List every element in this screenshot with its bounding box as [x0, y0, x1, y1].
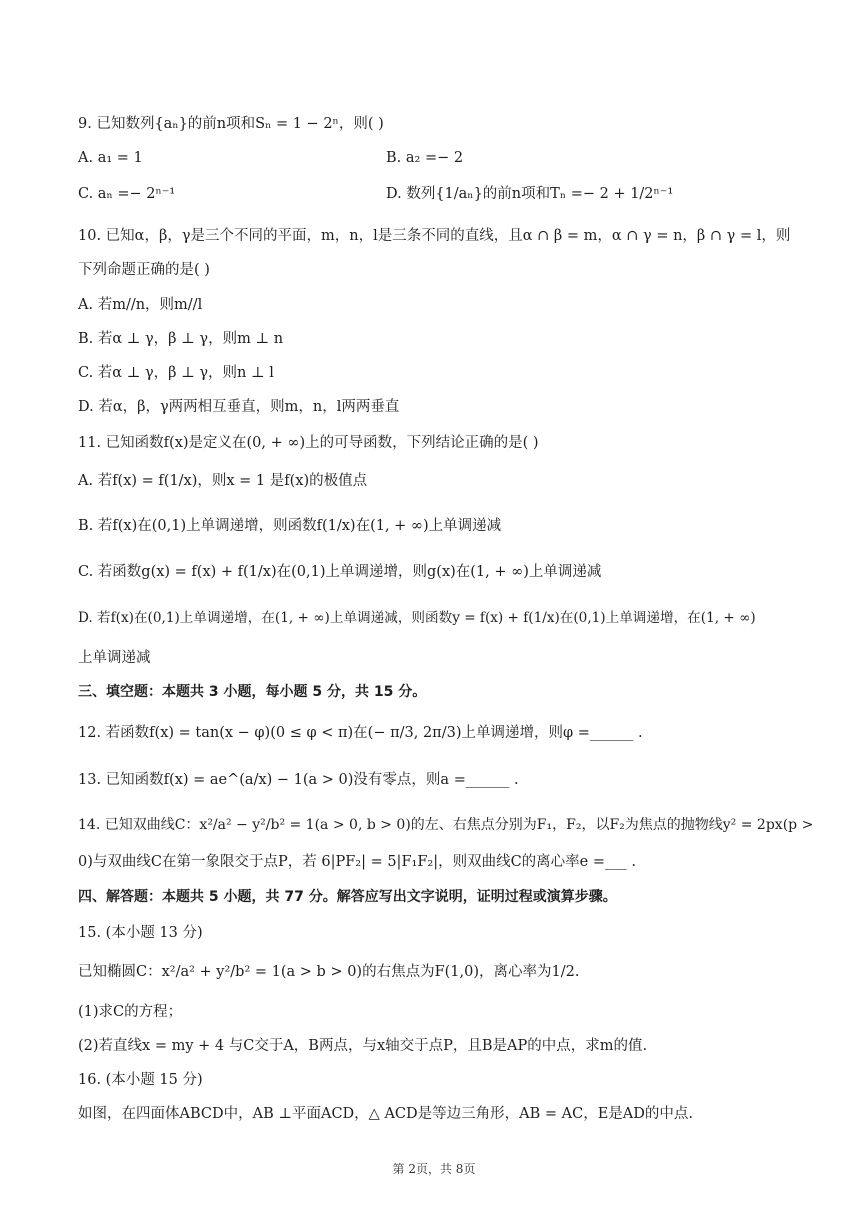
question-10-stem-line2: 下列命题正确的是( ) [78, 262, 210, 278]
question-10-stem-line1: 10. 已知α，β，γ是三个不同的平面，m，n，l是三条不同的直线，且α ∩ β = m，α ∩ γ = n，β ∩ γ = l，则 [78, 228, 791, 244]
question-14-line2: 0)与双曲线C在第一象限交于点P，若 6|PF₂| = 5|F₁F₂|，则双曲线C的离心率e =___ . [78, 854, 636, 870]
section-heading-answers: 四、解答题：本题共 5 小题，共 77 分。解答应写出文字说明，证明过程或演算步骤。 [78, 889, 617, 905]
question-11-option-d-line2: 上单调递减 [78, 650, 151, 666]
question-15-header: 15. (本小题 13 分) [78, 925, 203, 941]
question-10-option-a: A. 若m//n，则m//l [78, 297, 203, 313]
question-15-stem: 已知椭圆C：x²/a² + y²/b² = 1(a > b > 0)的右焦点为F(1,0)，离心率为1/2. [78, 964, 580, 980]
question-10-option-c: C. 若α ⊥ γ，β ⊥ γ，则n ⊥ l [78, 365, 274, 381]
page-footer: 第 2页，共 8页 [392, 1162, 476, 1176]
question-10-option-d: D. 若α，β，γ两两相互垂直，则m，n，l两两垂直 [78, 399, 400, 415]
question-11-option-a: A. 若f(x) = f(1/x)，则x = 1 是f(x)的极值点 [78, 473, 368, 489]
question-9-stem: 9. 已知数列{aₙ}的前n项和Sₙ = 1 − 2ⁿ，则( ) [78, 116, 384, 132]
question-9-option-d: D. 数列{1/aₙ}的前n项和Tₙ =− 2 + 1/2ⁿ⁻¹ [386, 186, 674, 202]
question-15-part1: (1)求C的方程； [78, 1004, 183, 1020]
question-12: 12. 若函数f(x) = tan(x − φ)(0 ≤ φ < π)在(− π/3, 2π/3)上单调递增，则φ =______ . [78, 725, 643, 741]
question-13: 13. 已知函数f(x) = ae^(a/x) − 1(a > 0)没有零点，则a =______ . [78, 772, 519, 788]
question-11-option-c: C. 若函数g(x) = f(x) + f(1/x)在(0,1)上单调递增，则g(x)在(1, + ∞)上单调递减 [78, 564, 602, 580]
question-9-option-a: A. a₁ = 1 [78, 150, 143, 166]
question-14-line1: 14. 已知双曲线C：x²/a² − y²/b² = 1(a > 0, b > 0)的左、右焦点分别为F₁，F₂，以F₂为焦点的抛物线y² = 2px(p > [78, 817, 814, 833]
question-11-option-d-line1: D. 若f(x)在(0,1)上单调递增，在(1, + ∞)上单调递减，则函数y = f(x) + f(1/x)在(0,1)上单调递增，在(1, + ∞) [78, 610, 756, 626]
question-11-option-b: B. 若f(x)在(0,1)上单调递增，则函数f(1/x)在(1, + ∞)上单调递减 [78, 518, 502, 534]
question-11-stem: 11. 已知函数f(x)是定义在(0, + ∞)上的可导函数，下列结论正确的是( ) [78, 435, 539, 451]
question-10-option-b: B. 若α ⊥ γ，β ⊥ γ，则m ⊥ n [78, 331, 284, 347]
question-9-option-c: C. aₙ =− 2ⁿ⁻¹ [78, 186, 176, 202]
question-16-header: 16. (本小题 15 分) [78, 1072, 203, 1088]
question-9-option-b: B. a₂ =− 2 [386, 150, 464, 166]
question-16-stem: 如图，在四面体ABCD中，AB ⊥平面ACD，△ ACD是等边三角形，AB = AC，E是AD的中点. [78, 1106, 693, 1122]
question-15-part2: (2)若直线x = my + 4 与C交于A，B两点，与x轴交于点P，且B是AP的中点，求m的值. [78, 1038, 648, 1054]
section-heading-fill-in: 三、填空题：本题共 3 小题，每小题 5 分，共 15 分。 [78, 684, 427, 700]
